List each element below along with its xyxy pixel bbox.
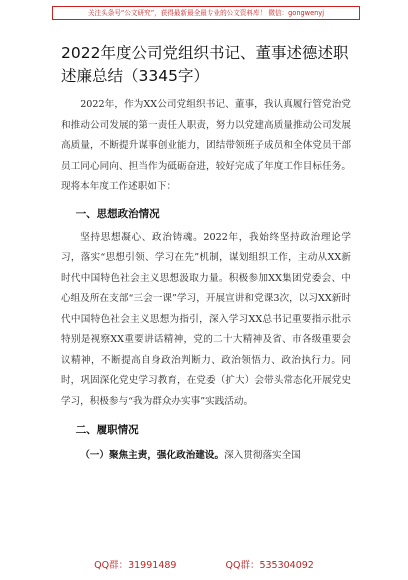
page-title: 2022年度公司党组织书记、董事述德述职述廉总结（3345字） — [61, 44, 349, 85]
qq-group-2: QQ群：535304092 — [225, 560, 314, 571]
subsection-text: 深入贯彻落实全国 — [224, 450, 301, 461]
subsection-title: （一）聚焦主责，强化政治建设。 — [80, 450, 225, 461]
document-body — [61, 95, 351, 467]
footer-qq-groups — [0, 557, 408, 571]
section-heading-political: 一、思想政治情况 — [75, 207, 160, 220]
qq-group-1: QQ群：31991489 — [94, 560, 177, 571]
intro-paragraph: 2022年，作为XX公司党组织书记、董事，我认真履行管党治党和推动公司发展的第一责任人职责，努力以党建高质量推动公司发展高质量，不断提升谋事创业能力，团结带领班子成员和全体党员干部员工同心同向、担当作为砥砺奋进，较好完成了年度工作目标任务。现将本年度工作述职如下： — [61, 99, 351, 192]
subsection-paragraph — [61, 446, 351, 467]
section-heading-duties: 二、履职情况 — [75, 424, 139, 436]
header-banner: 关注头条号“公文研究”，获得最新最全最专业的公文资料库！ 微信：gongwenyj — [52, 6, 360, 20]
section-paragraph-political: 坚持思想凝心、政治铸魂。2022年，我始终坚持政治理论学习，落实“思想引领、学习在先”机制，谋划组织工作，主动从XX新时代中国特色社会主义思想汲取力量。积极参加XX集团党委会、中心组及所在支部“三会一课”学习，开展宣讲和党课3次，以习XX新时代中国特色社会主义思想为指引，深入学习XX总书记重要指示批示特别是视察XX重要讲话精神，党的二十大精神及省、市各级重要会议精神，不断提高自身政治判断力、政治领悟力、政治执行力。同时，巩固深化党史学习教育，在党委（扩大）会带头常态化开展党史学习，积极参与“我为群众办实事”实践活动。 — [61, 231, 351, 407]
